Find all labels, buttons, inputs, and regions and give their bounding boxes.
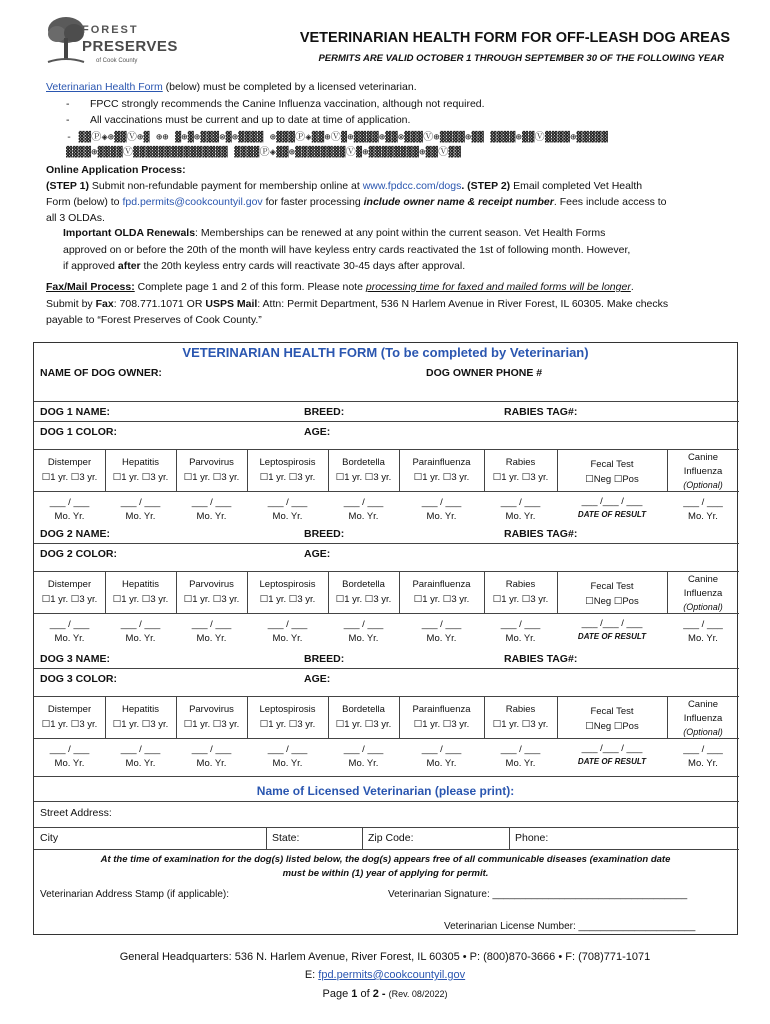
dog-3-age-label[interactable]: AGE: <box>304 673 331 685</box>
online-step-line1: (STEP 1) Submit non-refundable payment for membership online at www.fpdcc.com/dogs. (STEP 2) Email completed Vet Health <box>46 180 643 192</box>
divider <box>34 543 739 544</box>
dog-2-vaccine-bordetella-date-units: Mo. Yr. <box>348 633 379 644</box>
dog-2-vaccine-parvovirus-date-units: Mo. Yr. <box>196 633 227 644</box>
form-title: VETERINARIAN HEALTH FORM (To be completed by Veterinarian) <box>182 345 589 360</box>
dog-2-vaccine-rabies-date-field[interactable]: ___ / ___ <box>500 619 541 630</box>
dog-1-vaccine-parvovirus-term-checkboxes[interactable]: ☐1 yr. ☐3 yr. <box>183 472 240 483</box>
dog-3-canine-influenza-label-1: Canine <box>687 699 719 710</box>
dog-3-vaccine-leptospirosis-term-checkboxes[interactable]: ☐1 yr. ☐3 yr. <box>259 719 316 730</box>
forest-preserves-logo <box>46 14 178 70</box>
dog-1-vaccine-hepatitis-label: Hepatitis <box>122 457 159 468</box>
dog-3-canine-influenza-optional: (Optional) <box>683 727 723 737</box>
dog-1-breed-label[interactable]: BREED: <box>304 406 345 418</box>
dog-1-vaccine-parainfluenza-label: Parainfluenza <box>412 457 471 468</box>
exam-line1: At the time of examination for the dog(s) listed below, the dog(s) appears free of all communicable diseases (examination date <box>100 854 671 865</box>
online-heading: Online Application Process: <box>46 164 186 176</box>
divider <box>34 696 739 697</box>
dog-2-date-of-result-label: DATE OF RESULT <box>577 632 647 641</box>
dog-2-vaccine-bordetella-term-checkboxes[interactable]: ☐1 yr. ☐3 yr. <box>335 594 392 605</box>
intro-line: Veterinarian Health Form (below) must be completed by a licensed veterinarian. <box>46 81 417 93</box>
page-title: VETERINARIAN HEALTH FORM FOR OFF-LEASH DOG AREAS <box>299 30 730 46</box>
dog-1-fecal-test-label: Fecal Test <box>590 459 634 470</box>
dog-1-canine-influenza-date-field[interactable]: ___ / ___ <box>683 497 723 508</box>
dog-2-vaccine-leptospirosis-label: Leptospirosis <box>259 579 316 590</box>
dog-3-canine-influenza-date-units: Mo. Yr. <box>688 758 718 769</box>
dog-2-vaccine-hepatitis-label: Hepatitis <box>122 579 159 590</box>
divider <box>34 401 739 402</box>
dog-1-age-label[interactable]: AGE: <box>304 426 331 438</box>
vet-health-form <box>33 342 738 935</box>
dog-1-vaccine-parvovirus-label: Parvovirus <box>189 457 234 468</box>
dog-1-vaccine-hepatitis-date-units: Mo. Yr. <box>125 511 156 522</box>
dog-1-rabies-tag-label[interactable]: RABIES TAG#: <box>504 406 578 418</box>
divider <box>34 491 739 492</box>
bullet-vaccinations: All vaccinations must be current and up to date at time of application. <box>90 114 411 126</box>
dog-1-vaccine-distemper-label: Distemper <box>47 457 92 468</box>
phone-field[interactable]: Phone: <box>515 832 549 844</box>
dog-2-vaccine-bordetella-date-field[interactable]: ___ / ___ <box>343 619 384 630</box>
dog-1-date-of-result-label: DATE OF RESULT <box>577 510 647 519</box>
dog-3-canine-influenza-label-2: Influenza <box>683 713 723 724</box>
dog-1-vaccine-parainfluenza-date-units: Mo. Yr. <box>426 511 457 522</box>
dog-2-vaccine-distemper-label: Distemper <box>47 579 92 590</box>
dog-1-vaccine-leptospirosis-date-units: Mo. Yr. <box>272 511 303 522</box>
dog-1-canine-influenza-optional: (Optional) <box>683 480 723 490</box>
dog-1-vaccine-bordetella-date-units: Mo. Yr. <box>348 511 379 522</box>
dog-1-color-label[interactable]: DOG 1 COLOR: <box>40 426 118 438</box>
dog-3-canine-influenza-date-field[interactable]: ___ / ___ <box>683 744 723 755</box>
tree-icon <box>46 14 86 66</box>
dog-1-vaccine-rabies-date-units: Mo. Yr. <box>505 511 536 522</box>
dog-1-vaccine-distemper-date-field[interactable]: ___ / ___ <box>49 497 90 508</box>
dog-2-vaccine-rabies-date-units: Mo. Yr. <box>505 633 536 644</box>
dog-2-vaccine-parainfluenza-term-checkboxes[interactable]: ☐1 yr. ☐3 yr. <box>413 594 470 605</box>
divider <box>34 849 739 850</box>
garbled-bullet-line2: ▓▓▓▓⊕▓▓▓▓Ⓥ▓▓▓▓▓▓▓▓▓▓▓▓▓▓▓ ▓▓▓▓Ⓟ◈▓▓⊕▓▓▓▓▓▓▓▓Ⓥ▓⊕▓▓▓▓▓▓▓▓⊕▓▓Ⓥ▓▓ <box>66 147 462 158</box>
footer-email-link[interactable]: fpd.permits@cookcountyil.gov <box>318 969 466 981</box>
vet-license-field[interactable]: Veterinarian License Number: _____________________ <box>444 921 696 932</box>
logo-text-preserves: PRESERVES <box>82 38 178 55</box>
dog-2-vaccine-parvovirus-label: Parvovirus <box>189 579 234 590</box>
city-field[interactable]: City <box>40 832 59 844</box>
dog-1-vaccine-distemper-date-units: Mo. Yr. <box>54 511 85 522</box>
street-address-field[interactable]: Street Address: <box>40 807 112 819</box>
divider <box>34 776 739 777</box>
exam-line2: must be within (1) year of applying for permit. <box>282 868 489 879</box>
dog-2-canine-influenza-label-2: Influenza <box>683 588 723 599</box>
dog-3-vaccine-leptospirosis-label: Leptospirosis <box>259 704 316 715</box>
online-step-line3: all 3 OLDAs. <box>46 212 105 224</box>
dog-1-vaccine-bordetella-date-field[interactable]: ___ / ___ <box>343 497 384 508</box>
online-step-line2: Form (below) to fpd.permits@cookcountyil.gov for faster processing include owner name & receipt number. Fees include access to <box>46 196 667 208</box>
divider <box>34 668 739 669</box>
divider <box>266 827 267 849</box>
dog-2-vaccine-hepatitis-term-checkboxes[interactable]: ☐1 yr. ☐3 yr. <box>112 594 169 605</box>
dog-2-vaccine-rabies-label: Rabies <box>505 579 536 590</box>
dog-3-vaccine-leptospirosis-date-field[interactable]: ___ / ___ <box>267 744 308 755</box>
dog-3-vaccine-parvovirus-date-field[interactable]: ___ / ___ <box>191 744 232 755</box>
divider <box>34 827 739 828</box>
dog-1-canine-influenza-label-2: Influenza <box>683 466 723 477</box>
dog-3-vaccine-parainfluenza-label: Parainfluenza <box>412 704 471 715</box>
dog-3-fecal-test-checkboxes[interactable]: ☐Neg ☐Pos <box>585 721 639 732</box>
dog-2-vaccine-hepatitis-date-field[interactable]: ___ / ___ <box>120 619 161 630</box>
dog-2-vaccine-distemper-date-field[interactable]: ___ / ___ <box>49 619 90 630</box>
renewals-line3: if approved after the 20th keyless entry cards will reactivate 30-45 days after approval. <box>63 260 466 272</box>
footer-page-number: Page 1 of 2 - (Rev. 08/2022) <box>322 988 448 1000</box>
owner-phone-label[interactable]: DOG OWNER PHONE # <box>426 367 543 379</box>
bullet-canine-influenza: FPCC strongly recommends the Canine Influenza vaccination, although not required. <box>90 98 485 110</box>
dog-2-vaccine-parainfluenza-date-units: Mo. Yr. <box>426 633 457 644</box>
dog-1-vaccine-bordetella-term-checkboxes[interactable]: ☐1 yr. ☐3 yr. <box>335 472 392 483</box>
dog-1-vaccine-distemper-term-checkboxes[interactable]: ☐1 yr. ☐3 yr. <box>41 472 98 483</box>
dog-3-date-of-result-label: DATE OF RESULT <box>577 757 647 766</box>
dog-3-vaccine-parainfluenza-term-checkboxes[interactable]: ☐1 yr. ☐3 yr. <box>413 719 470 730</box>
dog-2-fecal-test-label: Fecal Test <box>590 581 634 592</box>
dog-1-vaccine-hepatitis-term-checkboxes[interactable]: ☐1 yr. ☐3 yr. <box>112 472 169 483</box>
dog-2-fecal-date-field[interactable]: ___ /___ / ___ <box>581 618 643 629</box>
dog-3-vaccine-distemper-date-field[interactable]: ___ / ___ <box>49 744 90 755</box>
dog-3-vaccine-bordetella-label: Bordetella <box>342 704 385 715</box>
dog-1-vaccine-rabies-label: Rabies <box>505 457 536 468</box>
dog-3-vaccine-rabies-date-field[interactable]: ___ / ___ <box>500 744 541 755</box>
dog-1-name-label[interactable]: DOG 1 NAME: <box>40 406 111 418</box>
dog-3-vaccine-hepatitis-label: Hepatitis <box>122 704 159 715</box>
dog-3-vaccine-bordetella-date-field[interactable]: ___ / ___ <box>343 744 384 755</box>
dog-2-canine-influenza-label-1: Canine <box>687 574 719 585</box>
owner-name-label[interactable]: NAME OF DOG OWNER: <box>40 367 162 379</box>
divider <box>34 613 739 614</box>
divider <box>34 738 739 739</box>
dog-3-vaccine-rabies-term-checkboxes[interactable]: ☐1 yr. ☐3 yr. <box>492 719 549 730</box>
dog-1-canine-influenza-label-1: Canine <box>687 452 719 463</box>
dog-2-vaccine-distemper-date-units: Mo. Yr. <box>54 633 85 644</box>
divider <box>34 449 739 450</box>
dog-2-age-label[interactable]: AGE: <box>304 548 331 560</box>
dog-2-canine-influenza-optional: (Optional) <box>683 602 723 612</box>
dog-2-canine-influenza-date-units: Mo. Yr. <box>688 633 718 644</box>
dog-1-vaccine-leptospirosis-date-field[interactable]: ___ / ___ <box>267 497 308 508</box>
dog-2-vaccine-distemper-term-checkboxes[interactable]: ☐1 yr. ☐3 yr. <box>41 594 98 605</box>
dog-3-vaccine-hepatitis-date-units: Mo. Yr. <box>125 758 156 769</box>
zip-code-field[interactable]: Zip Code: <box>368 832 414 844</box>
dog-3-breed-label[interactable]: BREED: <box>304 653 345 665</box>
dog-3-vaccine-hepatitis-term-checkboxes[interactable]: ☐1 yr. ☐3 yr. <box>112 719 169 730</box>
dog-2-vaccine-leptospirosis-term-checkboxes[interactable]: ☐1 yr. ☐3 yr. <box>259 594 316 605</box>
bullet-dash: - <box>66 114 70 126</box>
dog-2-breed-label[interactable]: BREED: <box>304 528 345 540</box>
bullet-dash: - <box>66 98 70 110</box>
dog-3-vaccine-rabies-date-units: Mo. Yr. <box>505 758 536 769</box>
dog-3-vaccine-parvovirus-date-units: Mo. Yr. <box>196 758 227 769</box>
logo-text-forest: FOREST <box>82 24 139 36</box>
dog-3-vaccine-distemper-label: Distemper <box>47 704 92 715</box>
garbled-bullet-line1: - ▓▓Ⓟ◈⊕▓▓Ⓥ⊕▓ ⊕⊕ ▓⊕▓⊕▓▓▓⊗▓⊕▓▓▓▓ ⊕▓▓▓Ⓟ◈▓▓⊕Ⓥ▓⊕▓▓▓▓⊕▓▓⊗▓▓▓Ⓥ⊕▓▓▓▓⊕▓▓ ▓▓▓▓⊕▓▓Ⓥ▓▓▓▓⊕▓▓▓▓▓ <box>66 132 609 143</box>
dog-3-fecal-date-field[interactable]: ___ /___ / ___ <box>581 743 643 754</box>
dog-1-vaccine-hepatitis-date-field[interactable]: ___ / ___ <box>120 497 161 508</box>
page-subtitle: PERMITS ARE VALID OCTOBER 1 THROUGH SEPTEMBER 30 OF THE FOLLOWING YEAR <box>318 53 724 64</box>
renewals-line1: Important OLDA Renewals: Memberships can be renewed at any point within the current season. Vet Health Forms <box>63 227 606 239</box>
dog-2-vaccine-bordetella-label: Bordetella <box>342 579 385 590</box>
dog-1-vaccine-bordetella-label: Bordetella <box>342 457 385 468</box>
dog-2-fecal-test-checkboxes[interactable]: ☐Neg ☐Pos <box>585 596 639 607</box>
dog-1-vaccine-parainfluenza-term-checkboxes[interactable]: ☐1 yr. ☐3 yr. <box>413 472 470 483</box>
dog-3-vaccine-bordetella-date-units: Mo. Yr. <box>348 758 379 769</box>
logo-text-county: of Cook County <box>96 58 138 64</box>
fpdcc-dogs-link[interactable]: www.fpdcc.com/dogs <box>362 180 462 192</box>
dog-1-vaccine-parainfluenza-date-field[interactable]: ___ / ___ <box>421 497 462 508</box>
fax-line3: payable to “Forest Preserves of Cook County.” <box>46 314 262 326</box>
dog-2-vaccine-leptospirosis-date-field[interactable]: ___ / ___ <box>267 619 308 630</box>
fax-line1: Fax/Mail Process: Complete page 1 and 2 of this form. Please note processing time for faxed and mailed forms will be longer. <box>46 281 634 293</box>
dog-2-vaccine-parainfluenza-date-field[interactable]: ___ / ___ <box>421 619 462 630</box>
dog-2-vaccine-rabies-term-checkboxes[interactable]: ☐1 yr. ☐3 yr. <box>492 594 549 605</box>
dog-2-canine-influenza-date-field[interactable]: ___ / ___ <box>683 619 723 630</box>
footer-address: General Headquarters: 536 N. Harlem Avenue, River Forest, IL 60305 • P: (800)870-3666 • F: (708)771-1071 <box>119 951 651 963</box>
dog-1-vaccine-leptospirosis-label: Leptospirosis <box>259 457 316 468</box>
dog-1-vaccine-rabies-term-checkboxes[interactable]: ☐1 yr. ☐3 yr. <box>492 472 549 483</box>
dog-1-canine-influenza-date-units: Mo. Yr. <box>688 511 718 522</box>
dog-3-vaccine-rabies-label: Rabies <box>505 704 536 715</box>
dog-3-vaccine-parainfluenza-date-field[interactable]: ___ / ___ <box>421 744 462 755</box>
dog-1-fecal-test-checkboxes[interactable]: ☐Neg ☐Pos <box>585 474 639 485</box>
dog-2-rabies-tag-label[interactable]: RABIES TAG#: <box>504 528 578 540</box>
dog-3-vaccine-parainfluenza-date-units: Mo. Yr. <box>426 758 457 769</box>
dog-3-vaccine-distemper-term-checkboxes[interactable]: ☐1 yr. ☐3 yr. <box>41 719 98 730</box>
dog-1-vaccine-rabies-date-field[interactable]: ___ / ___ <box>500 497 541 508</box>
dog-3-vaccine-bordetella-term-checkboxes[interactable]: ☐1 yr. ☐3 yr. <box>335 719 392 730</box>
state-field[interactable]: State: <box>272 832 300 844</box>
dog-1-vaccine-parvovirus-date-field[interactable]: ___ / ___ <box>191 497 232 508</box>
dog-3-fecal-test-label: Fecal Test <box>590 706 634 717</box>
dog-2-vaccine-leptospirosis-date-units: Mo. Yr. <box>272 633 303 644</box>
divider <box>34 801 739 802</box>
dog-2-name-label[interactable]: DOG 2 NAME: <box>40 528 111 540</box>
renewals-line2: approved on or before the 20th of the month will have keyless entry cards reactivated the 1st of following month. However, <box>63 244 631 256</box>
fax-line2: Submit by Fax: 708.771.1071 OR USPS Mail: Attn: Permit Department, 536 N Harlem Avenue in River Forest, IL 60305. Make checks <box>46 298 669 310</box>
dog-2-vaccine-parvovirus-term-checkboxes[interactable]: ☐1 yr. ☐3 yr. <box>183 594 240 605</box>
dog-3-vaccine-parvovirus-term-checkboxes[interactable]: ☐1 yr. ☐3 yr. <box>183 719 240 730</box>
dog-3-vaccine-leptospirosis-date-units: Mo. Yr. <box>272 758 303 769</box>
dog-3-name-label[interactable]: DOG 3 NAME: <box>40 653 111 665</box>
divider <box>34 571 739 572</box>
dog-3-vaccine-parvovirus-label: Parvovirus <box>189 704 234 715</box>
dog-3-vaccine-distemper-date-units: Mo. Yr. <box>54 758 85 769</box>
dog-3-color-label[interactable]: DOG 3 COLOR: <box>40 673 118 685</box>
dog-2-vaccine-parainfluenza-label: Parainfluenza <box>412 579 471 590</box>
vet-health-form-link[interactable]: Veterinarian Health Form <box>46 81 163 93</box>
vet-signature-field[interactable]: Veterinarian Signature: ___________________________________ <box>388 889 688 900</box>
dog-2-color-label[interactable]: DOG 2 COLOR: <box>40 548 118 560</box>
divider <box>362 827 363 849</box>
dog-3-rabies-tag-label[interactable]: RABIES TAG#: <box>504 653 578 665</box>
dog-1-vaccine-leptospirosis-term-checkboxes[interactable]: ☐1 yr. ☐3 yr. <box>259 472 316 483</box>
dog-2-vaccine-hepatitis-date-units: Mo. Yr. <box>125 633 156 644</box>
dog-2-vaccine-parvovirus-date-field[interactable]: ___ / ___ <box>191 619 232 630</box>
footer-email: E: fpd.permits@cookcountyil.gov <box>304 969 466 981</box>
address-stamp-label: Veterinarian Address Stamp (if applicable): <box>40 889 229 900</box>
dog-3-vaccine-hepatitis-date-field[interactable]: ___ / ___ <box>120 744 161 755</box>
dog-1-vaccine-parvovirus-date-units: Mo. Yr. <box>196 511 227 522</box>
divider <box>34 421 739 422</box>
permits-email-link[interactable]: fpd.permits@cookcountyil.gov <box>122 196 263 208</box>
divider <box>509 827 510 849</box>
dog-1-fecal-date-field[interactable]: ___ /___ / ___ <box>581 496 643 507</box>
vet-name-title: Name of Licensed Veterinarian (please print): <box>256 784 515 798</box>
